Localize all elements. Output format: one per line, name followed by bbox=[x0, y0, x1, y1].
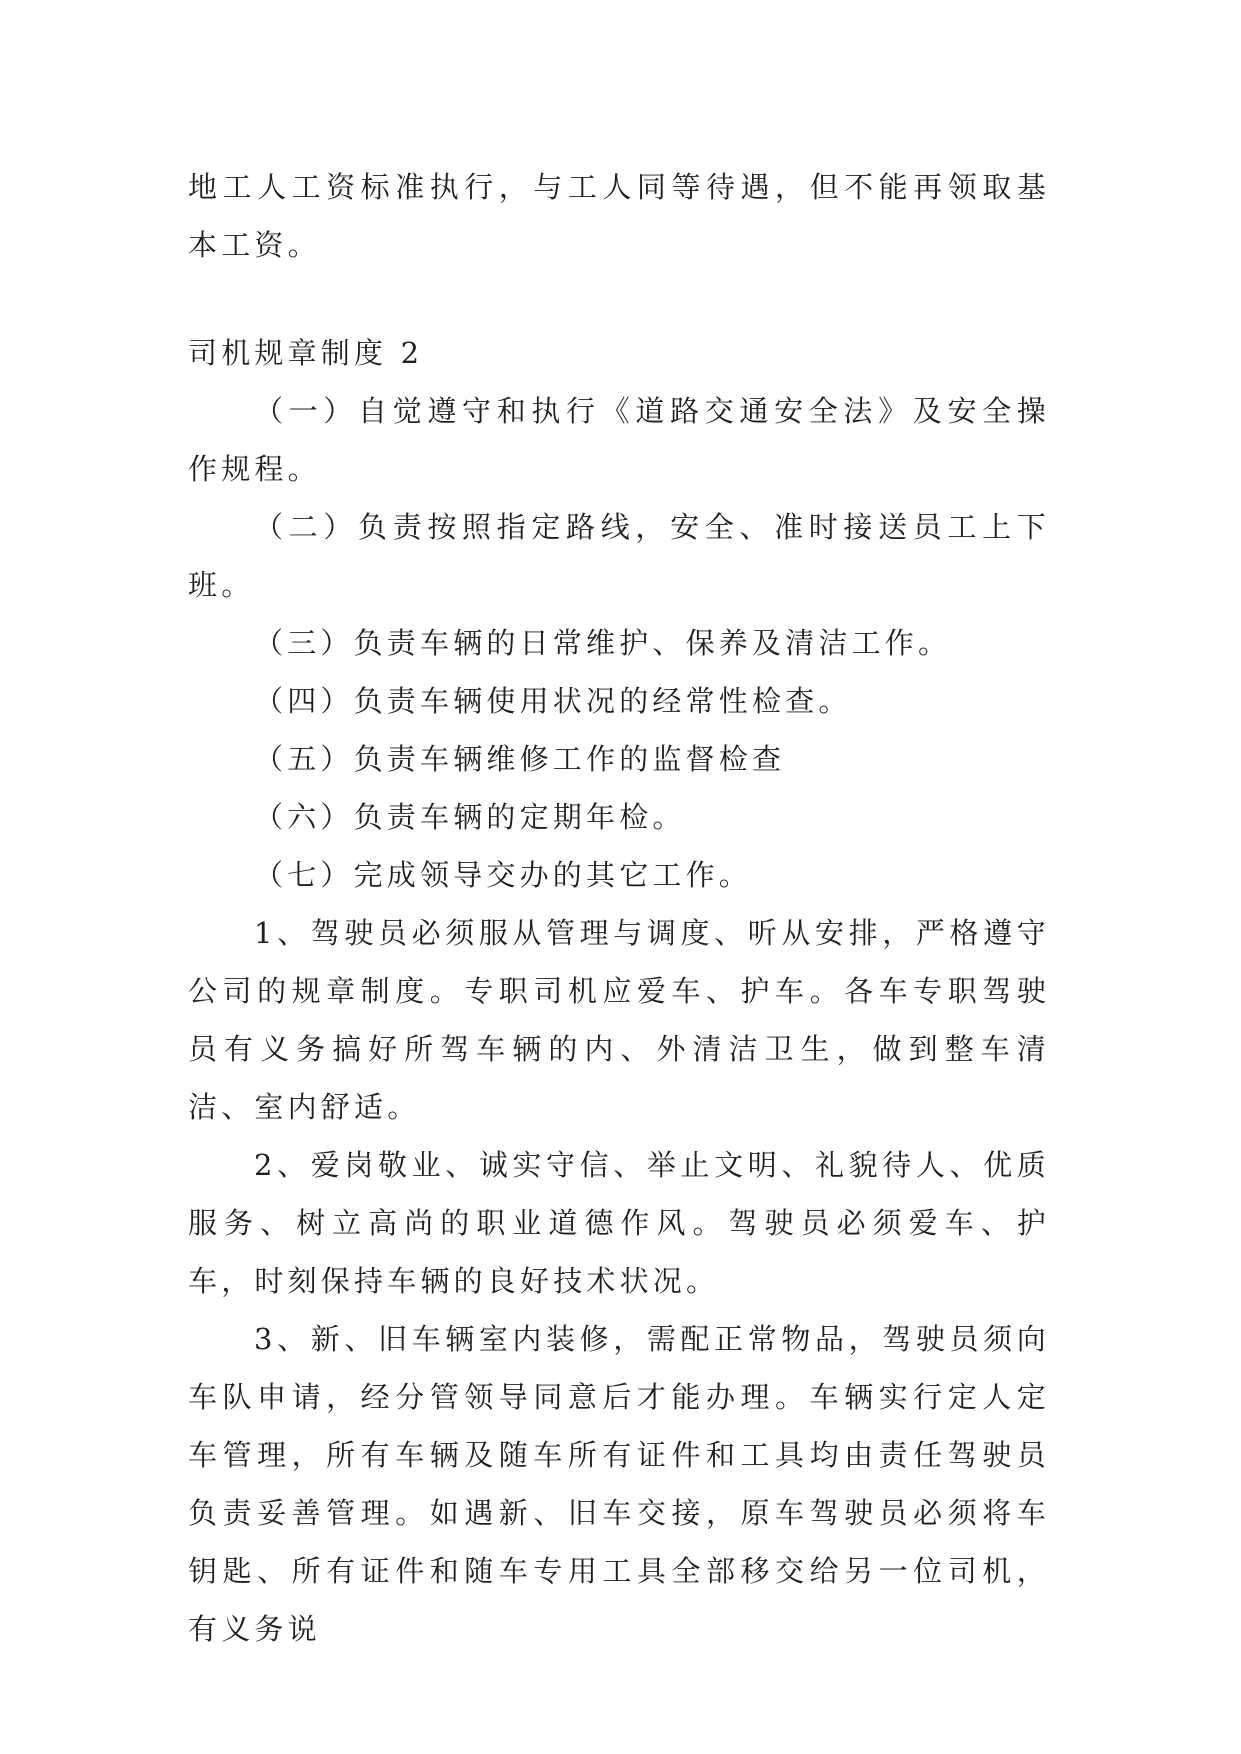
duty-item-2: （二）负责按照指定路线，安全、准时接送员工上下班。 bbox=[188, 510, 1050, 602]
duty-item-6: （六）负责车辆的定期年检。 bbox=[254, 800, 686, 834]
document-body bbox=[188, 158, 1050, 1658]
duty-item-4: （四）负责车辆使用状况的经常性检查。 bbox=[254, 684, 852, 718]
rule-paragraph-3: 3、新、旧车辆室内装修，需配正常物品，驾驶员须向车队申请，经分管领导同意后才能办理。车辆实行定人定车管理，所有车辆及随车所有证件和工具均由责任驾驶员负责妥善管理。如遇新、旧车交接，原车驾驶员必须将车钥匙、所有证件和随车专用工具全部移交给另一位司机，有义务说 bbox=[188, 1322, 1050, 1646]
rule-paragraph-1: 1、驾驶员必须服从管理与调度、听从安排，严格遵守公司的规章制度。专职司机应爱车、护车。各车专职驾驶员有义务搞好所驾车辆的内、外清洁卫生，做到整车清洁、室内舒适。 bbox=[188, 916, 1050, 1124]
section-gap bbox=[188, 274, 1050, 324]
duty-item-1: （一）自觉遵守和执行《道路交通安全法》及安全操作规程。 bbox=[188, 394, 1050, 486]
section-title: 司机规章制度 2 bbox=[188, 336, 424, 370]
paragraph-continuation: 地工人工资标准执行，与工人同等待遇，但不能再领取基本工资。 bbox=[188, 170, 1050, 262]
duty-item-3: （三）负责车辆的日常维护、保养及清洁工作。 bbox=[254, 626, 952, 660]
rule-paragraph-2: 2、爱岗敬业、诚实守信、举止文明、礼貌待人、优质服务、树立高尚的职业道德作风。驾驶员必须爱车、护车，时刻保持车辆的良好技术状况。 bbox=[188, 1148, 1050, 1298]
duty-item-7: （七）完成领导交办的其它工作。 bbox=[254, 858, 753, 892]
duty-item-5: （五）负责车辆维修工作的监督检查 bbox=[254, 742, 786, 776]
